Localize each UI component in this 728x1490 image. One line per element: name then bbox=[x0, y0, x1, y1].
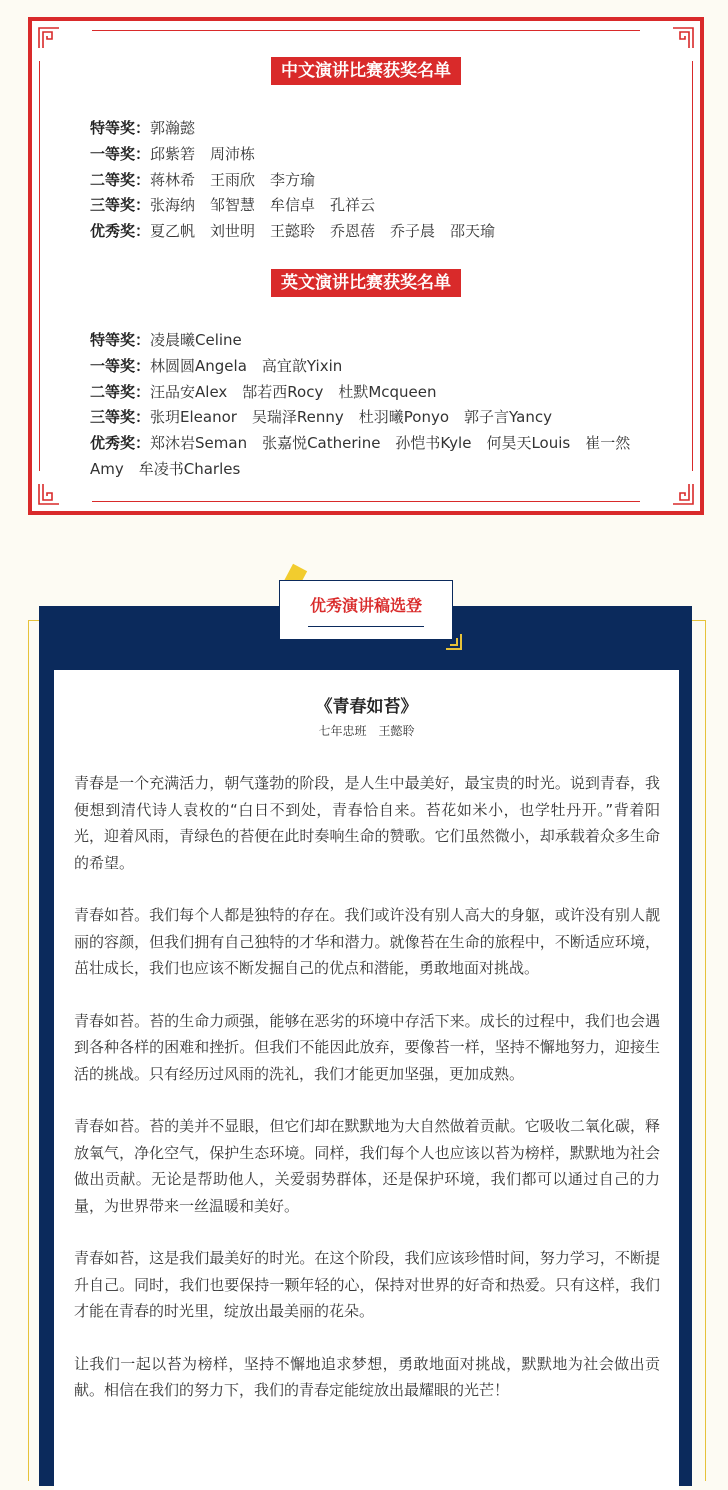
award-names: 夏乙帆 刘世明 王懿聆 乔恩蓓 乔子晨 邵天瑜 bbox=[150, 222, 496, 241]
award-names: 林圆圆Angela 高宜歆Yixin bbox=[150, 356, 343, 375]
frame-line bbox=[39, 61, 40, 471]
award-row bbox=[90, 431, 650, 483]
chinese-awards-title: 中文演讲比赛获奖名单 bbox=[271, 57, 461, 85]
speech-author: 七年忠班 王懿聆 bbox=[318, 724, 415, 738]
corner-ornament-icon bbox=[38, 483, 60, 505]
award-names: 张海纳 邹智慧 牟信卓 孔祥云 bbox=[150, 196, 376, 215]
award-names: 郭瀚懿 bbox=[150, 119, 196, 137]
award-label: 一等奖： bbox=[90, 144, 151, 163]
award-label: 特等奖： bbox=[90, 331, 151, 349]
english-awards-title: 英文演讲比赛获奖名单 bbox=[271, 269, 461, 297]
speech-paragraph: 青春如苔，这是我们最美好的时光。在这个阶段，我们应该珍惜时间，努力学习，不断提升自己。同时，我们也要保持一颗年轻的心，保持对世界的好奇和热爱。只有这样，我们才能在青春的时光里，绽放出最美丽的花朵。 bbox=[74, 1249, 660, 1320]
award-row bbox=[90, 328, 650, 354]
award-row bbox=[90, 354, 650, 380]
award-names: 凌晨曦Celine bbox=[150, 331, 242, 349]
award-label: 特等奖： bbox=[90, 119, 151, 137]
corner-ornament-icon bbox=[38, 27, 60, 49]
frame-line bbox=[92, 30, 640, 31]
award-label: 二等奖： bbox=[90, 382, 151, 401]
award-row bbox=[90, 405, 650, 431]
award-label: 一等奖： bbox=[90, 356, 151, 375]
award-label: 优秀奖： bbox=[90, 434, 151, 453]
award-names: 邱紫箬 周沛栋 bbox=[150, 144, 256, 163]
frame-line bbox=[92, 501, 640, 502]
speech-paragraph: 青春如苔。苔的生命力顽强，能够在恶劣的环境中存活下来。成长的过程中，我们也会遇到各种各样的困难和挫折。但我们不能因此放弃，要像苔一样，坚持不懈地努力，迎接生活的挑战。只有经历过风雨的洗礼，我们才能更加坚强，更加成熟。 bbox=[74, 1011, 660, 1083]
section-tag-box bbox=[279, 580, 453, 640]
speech-paragraph: 青春如苔。我们每个人都是独特的存在。我们或许没有别人高大的身躯，或许没有别人靓丽的容颜，但我们拥有自己独特的才华和潜力。就像苔在生命的旅程中，不断适应环境，茁壮成长，我们也应该不断发掘自己的优点和潜能，勇敢地面对挑战。 bbox=[74, 906, 660, 977]
section-tag-underline bbox=[308, 626, 424, 627]
award-row bbox=[90, 380, 650, 406]
english-awards-list bbox=[90, 328, 650, 483]
award-names: 蒋林希 王雨欣 李方瑜 bbox=[150, 170, 316, 189]
awards-card bbox=[28, 17, 704, 515]
section-tag-label: 优秀演讲稿选登 bbox=[309, 596, 422, 615]
award-names: 汪品安Alex 郜若西Rocy 杜默Mcqueen bbox=[150, 382, 437, 401]
award-label: 三等奖： bbox=[90, 408, 151, 427]
award-row bbox=[90, 116, 650, 142]
corner-ornament-icon bbox=[672, 27, 694, 49]
award-label: 三等奖： bbox=[90, 196, 151, 215]
award-row bbox=[90, 219, 650, 245]
award-row bbox=[90, 168, 650, 194]
award-label: 二等奖： bbox=[90, 170, 151, 189]
award-names: 郑沐岩Seman 张嘉悦Catherine 孙恺书Kyle 何昊天Louis 崔一然Amy 牟凌书Charles bbox=[90, 434, 631, 478]
award-label: 优秀奖： bbox=[90, 222, 151, 241]
speech-paragraph: 让我们一起以苔为榜样，坚持不懈地追求梦想，勇敢地面对挑战，默默地为社会做出贡献。相信在我们的努力下，我们的青春定能绽放出最耀眼的光芒！ bbox=[74, 1354, 660, 1399]
speech-title: 《青春如苔》 bbox=[315, 697, 418, 717]
corner-bracket-icon bbox=[450, 638, 458, 646]
speech-body bbox=[74, 770, 660, 1430]
speech-paragraph: 青春如苔。苔的美并不显眼，但它们却在默默地为大自然做着贡献。它吸收二氧化碳，释放氧气，净化空气，保护生态环境。同样，我们每个人也应该以苔为榜样，默默地为社会做出贡献。无论是帮助他人，关爱弱势群体，还是保护环境，我们都可以通过自己的力量，为世界带来一丝温暖和美好。 bbox=[74, 1117, 660, 1215]
chinese-awards-list bbox=[90, 116, 650, 245]
section-tag bbox=[279, 580, 453, 640]
award-row bbox=[90, 193, 650, 219]
frame-line bbox=[692, 61, 693, 471]
corner-ornament-icon bbox=[672, 483, 694, 505]
speech-paragraph: 青春是一个充满活力，朝气蓬勃的阶段，是人生中最美好，最宝贵的时光。说到青春，我便想到清代诗人袁枚的“白日不到处，青春恰自来。苔花如米小，也学牡丹开。”背着阳光，迎着风雨，青绿色的苔便在此时奏响生命的赞歌。它们虽然微小，却承载着众多生命的希望。 bbox=[74, 774, 660, 872]
award-row bbox=[90, 142, 650, 168]
award-names: 张玥Eleanor 吴瑞泽Renny 杜羽曦Ponyo 郭子言Yancy bbox=[150, 408, 552, 427]
